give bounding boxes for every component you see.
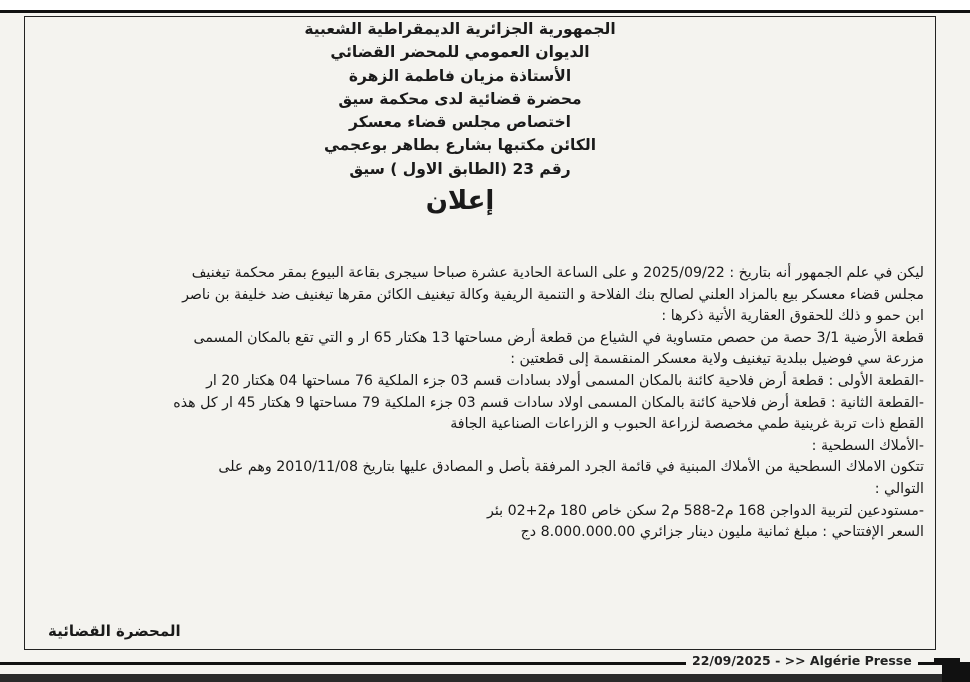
body-line: -القطعة الثانية : قطعة أرض فلاحية كائنة بالمكان المسمى اولاد سادات قسم 03 جزء الملكية 79 مساحتها 9 هكتار 45 ار كل هذه — [173, 394, 924, 411]
body-line: ابن حمو و ذلك للحقوق العقارية الأتية ذكرها : — [661, 308, 924, 325]
announcement-body — [54, 263, 924, 544]
header-line-bailiff-name: الأستاذة مزيان فاطمة الزهرة — [348, 66, 572, 85]
announcement-header — [150, 18, 770, 219]
body-line: -مستودعين لتربية الدواجن 168 م2-588 م2 سكن خاص 180 م2+02 بئر — [487, 502, 924, 519]
body-line: ليكن في علم الجمهور أنه بتاريخ : 2025/09/22 و على الساعة الحادية عشرة صباحا سيجرى بقاعة البيوع بمقر محكمة تيغنيف — [191, 265, 924, 281]
footer-source-date: 22/09/2025 - >> Algérie Presse — [686, 653, 918, 668]
header-line-address: الكائن مكتبها بشارع بطاهر بوعجمي — [323, 136, 597, 155]
header-line-jurisdiction: اختصاص مجلس قضاء معسكر — [349, 113, 571, 132]
header-line-floor: رقم 23 (الطابق الاول ) سيق — [349, 159, 571, 178]
header-line-court: محضرة قضائية لدى محكمة سيق — [338, 89, 582, 108]
body-line: مزرعة سي فوضيل ببلدية تيغنيف ولاية معسكر المنقسمة إلى قطعتين : — [510, 351, 924, 368]
header-line-office: الديوان العمومي للمحضر القضائي — [330, 43, 590, 62]
body-line: مجلس قضاء معسكر بيع بالمزاد العلني لصالح بنك الفلاحة و التنمية الريفية وكالة تيغنيف الكائن مقرها تيغنيف ضد خليفة بن ناصر — [182, 286, 924, 303]
body-line: التوالي : — [874, 480, 924, 497]
signature: المحضرة القضائية — [48, 622, 181, 640]
bottom-strip — [0, 674, 970, 682]
body-line: -القطعة الأولى : قطعة أرض فلاحية كائنة بالمكان المسمى أولاد بسادات قسم 03 جزء الملكية 76 مساحتها 04 هكتار 20 ار — [206, 372, 924, 389]
header-line-republic: الجمهورية الجزائرية الديمقراطية الشعبية — [304, 20, 616, 38]
body-line: القطع ذات تربة غرينية طمي مخصصة لزراعة الحبوب و الزراعات الصناعية الجافة — [450, 416, 924, 433]
top-rule — [0, 0, 970, 13]
corner-mark — [942, 662, 970, 682]
body-line: السعر الإفتتاحي : مبلغ ثمانية مليون دينار جزائري 8.000.000.00 دج — [520, 524, 924, 541]
body-line: -الأملاك السطحية : — [811, 437, 924, 454]
body-line: تتكون الاملاك السطحية من الأملاك المبنية في قائمة الجرد المرفقة بأصل و المصادق عليها بتاريخ 2010/11/08 وهم على — [218, 459, 924, 476]
announcement-title: إعلان — [425, 186, 495, 217]
body-line: قطعة الأرضية 3/1 حصة من حصص متساوية في الشياع من قطعة أرض مساحتها 13 هكتار 65 ار و التي تقع بالمكان المسمى — [193, 329, 924, 346]
